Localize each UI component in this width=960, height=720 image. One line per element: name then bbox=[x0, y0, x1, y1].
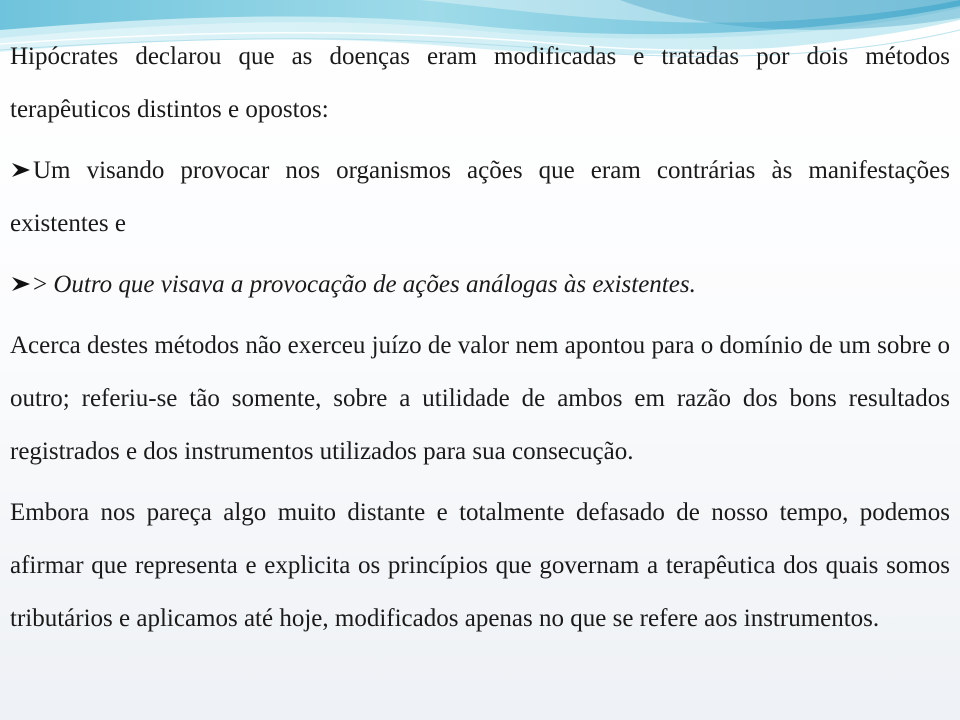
intro-paragraph: Hipócrates declarou que as doenças eram modificadas e tratadas por dois métodos terapêuticos distintos e opostos: bbox=[10, 43, 950, 123]
bullet-item-analogous-text: Outro que visava a provocação de ações análogas às existentes. bbox=[53, 271, 696, 298]
arrow-bullet-icon bbox=[10, 275, 32, 293]
bullet-item-analogous bbox=[10, 258, 950, 311]
arrow-bullet-icon bbox=[10, 161, 32, 179]
bullet-item-contrary bbox=[10, 144, 950, 250]
conclusion-paragraph: Embora nos pareça algo muito distante e totalmente defasado de nosso tempo, podemos afirmar que representa e explicita os princípios que governam a terapêutica dos quais somos tributários e aplicamos até hoje, modificados apenas no que se refere aos instrumentos. bbox=[10, 499, 950, 632]
methods-paragraph: Acerca destes métodos não exerceu juízo de valor nem apontou para o domínio de um sobre o outro; referiu-se tão somente, sobre a utilidade de ambos em razão dos bons resultados registrados e dos instrumentos utilizados para sua consecução. bbox=[10, 332, 950, 465]
slide-body bbox=[10, 30, 950, 645]
bullet-item-contrary-text: Um visando provocar nos organismos ações que eram contrárias às manifestações existentes e bbox=[10, 157, 950, 237]
bullet-prefix: > bbox=[33, 271, 54, 298]
